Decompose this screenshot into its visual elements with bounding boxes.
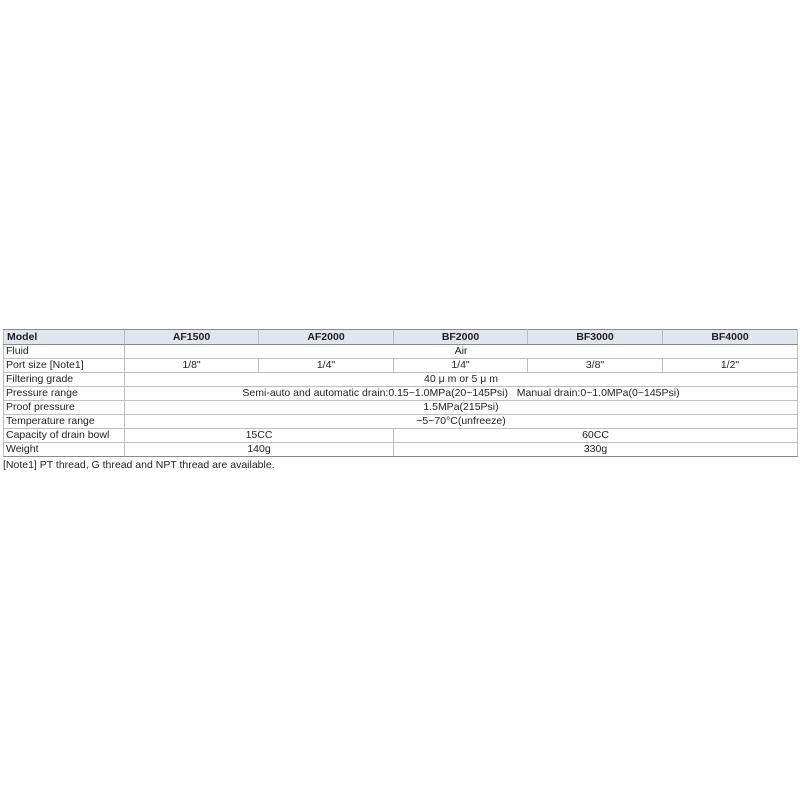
fluid-label: Fluid bbox=[4, 345, 125, 359]
port-size-bf2000: 1/4" bbox=[394, 359, 528, 373]
fluid-value: Air bbox=[125, 345, 798, 359]
pressure-range-value: Semi-auto and automatic drain:0.15~1.0MPa(20~145Psi) Manual drain:0~1.0MPa(0~145Psi) bbox=[125, 387, 798, 401]
model-bf2000-header: BF2000 bbox=[394, 330, 528, 345]
drain-bowl-af-value: 15CC bbox=[125, 429, 394, 443]
model-af1500-header: AF1500 bbox=[125, 330, 259, 345]
weight-af-value: 140g bbox=[125, 443, 394, 457]
weight-bf-value: 330g bbox=[394, 443, 798, 457]
proof-pressure-value: 1.5MPa(215Psi) bbox=[125, 401, 798, 415]
port-size-af2000: 1/4" bbox=[259, 359, 394, 373]
header-row bbox=[4, 330, 798, 345]
temperature-range-value: −5~70°C(unfreeze) bbox=[125, 415, 798, 429]
drain-bowl-label: Capacity of drain bowl bbox=[4, 429, 125, 443]
model-af2000-header: AF2000 bbox=[259, 330, 394, 345]
port-size-label: Port size [Note1] bbox=[4, 359, 125, 373]
model-bf4000-header: BF4000 bbox=[663, 330, 798, 345]
drain-bowl-row bbox=[4, 429, 798, 443]
temperature-range-label: Temperature range bbox=[4, 415, 125, 429]
model-bf3000-header: BF3000 bbox=[528, 330, 663, 345]
specification-table bbox=[3, 329, 798, 457]
fluid-row bbox=[4, 345, 798, 359]
proof-pressure-row bbox=[4, 401, 798, 415]
pressure-range-row bbox=[4, 387, 798, 401]
weight-row bbox=[4, 443, 798, 457]
filtering-grade-label: Filtering grade bbox=[4, 373, 125, 387]
pressure-range-label: Pressure range bbox=[4, 387, 125, 401]
proof-pressure-label: Proof pressure bbox=[4, 401, 125, 415]
model-header: Model bbox=[4, 330, 125, 345]
port-size-bf4000: 1/2" bbox=[663, 359, 798, 373]
drain-bowl-bf-value: 60CC bbox=[394, 429, 798, 443]
port-size-bf3000: 3/8" bbox=[528, 359, 663, 373]
port-size-af1500: 1/8" bbox=[125, 359, 259, 373]
filtering-grade-row bbox=[4, 373, 798, 387]
footnote: [Note1] PT thread, G thread and NPT thread are available. bbox=[3, 459, 275, 471]
filtering-grade-value: 40 μ m or 5 μ m bbox=[125, 373, 798, 387]
temperature-range-row bbox=[4, 415, 798, 429]
weight-label: Weight bbox=[4, 443, 125, 457]
port-size-row bbox=[4, 359, 798, 373]
